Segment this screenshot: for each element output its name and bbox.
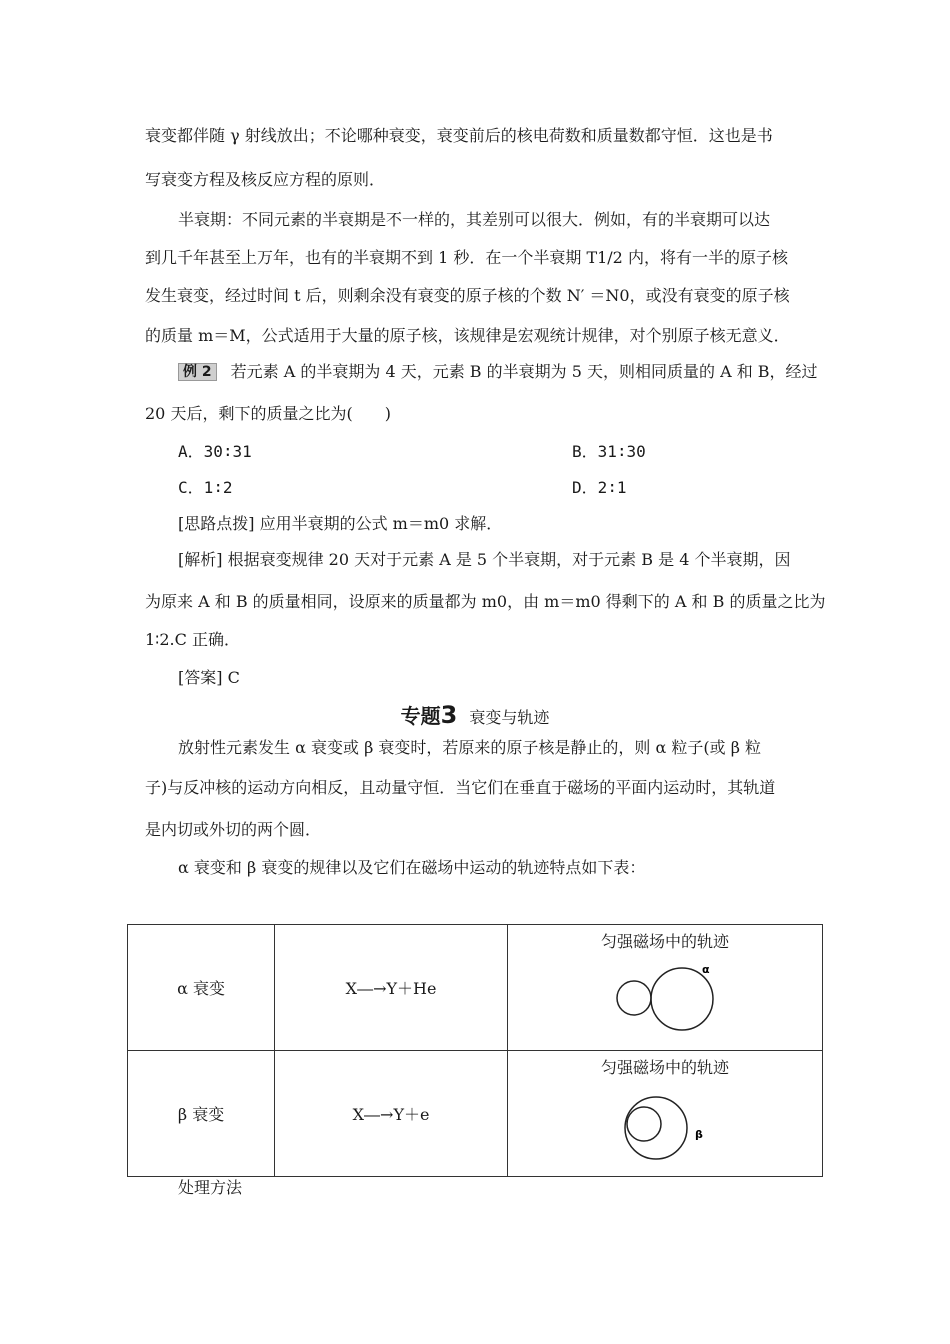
option-a: A．30∶31	[178, 442, 252, 461]
example-badge: 例 2	[178, 363, 217, 381]
paragraph-line: 衰变都伴随 γ 射线放出；不论哪种衰变，衰变前后的核电荷数和质量数都守恒．这也是书	[145, 126, 773, 145]
decay-type-cell: α 衰变	[128, 925, 275, 1051]
beta-particle-track	[625, 1097, 687, 1159]
analysis-line: [解析] 根据衰变规律 20 天对于元素 A 是 5 个半衰期，对于元素 B 是 4 个半衰期，因	[178, 550, 791, 569]
alpha-particle-track	[651, 968, 713, 1030]
topic-heading	[0, 700, 950, 729]
topic-label: 专题	[400, 704, 441, 728]
track-cell	[508, 925, 823, 1051]
topic-text-line: 是内切或外切的两个圆．	[145, 820, 322, 839]
answer-line: [答案] C	[178, 668, 240, 687]
option-b: B．31∶30	[572, 442, 646, 461]
analysis-line: 1∶2.C 正确．	[145, 630, 240, 649]
decay-type-cell: β 衰变	[128, 1051, 275, 1177]
example-line: 20 天后，剩下的质量之比为( )	[145, 404, 391, 423]
paragraph-line: 半衰期：不同元素的半衰期是不一样的，其差别可以很大．例如，有的半衰期可以达	[178, 210, 771, 229]
method-label: 处理方法	[178, 1178, 243, 1197]
beta-track-diagram	[508, 1078, 822, 1172]
table-row	[128, 1051, 823, 1177]
paragraph-line: 的质量 m＝M，公式适用于大量的原子核，该规律是宏观统计规律，对个别原子核无意义．	[145, 326, 790, 345]
topic-title: 衰变与轨迹	[469, 708, 550, 727]
option-d: D．2∶1	[572, 478, 627, 497]
option-c: C．1∶2	[178, 478, 233, 497]
paragraph-line: 发生衰变，经过时间 t 后，则剩余没有衰变的原子核的个数 N′ ＝N0，或没有衰变的原子核	[145, 286, 790, 305]
topic-text-line: α 衰变和 β 衰变的规律以及它们在磁场中运动的轨迹特点如下表：	[178, 858, 646, 877]
recoil-nucleus-track	[627, 1107, 661, 1141]
hint-line: [思路点拨] 应用半衰期的公式 m＝m0 求解．	[178, 514, 503, 533]
alpha-label: α	[702, 963, 710, 976]
paragraph-line: 到几千年甚至上万年，也有的半衰期不到 1 秒．在一个半衰期 T1/2 内，将有一半的原子核	[145, 248, 788, 267]
track-cell	[508, 1051, 823, 1177]
table-row	[128, 925, 823, 1051]
example-question: 若元素 A 的半衰期为 4 天，元素 B 的半衰期为 5 天，则相同质量的 A 和 B，经过	[230, 362, 818, 381]
alpha-track-diagram	[508, 952, 822, 1046]
analysis-line: 为原来 A 和 B 的质量相同，设原来的质量都为 m0，由 m＝m0 得剩下的 A 和 B 的质量之比为	[145, 592, 826, 611]
beta-label: β	[695, 1128, 703, 1141]
decay-equation-cell: X―→Y＋He	[275, 925, 508, 1051]
recoil-nucleus-track	[617, 981, 651, 1015]
decay-equation-cell: X―→Y＋e	[275, 1051, 508, 1177]
paragraph-line: 写衰变方程及核反应方程的原则．	[145, 170, 386, 189]
example-line	[178, 362, 818, 382]
decay-table	[127, 924, 823, 1177]
topic-text-line: 子)与反冲核的运动方向相反，且动量守恒．当它们在垂直于磁场的平面内运动时，其轨道	[145, 778, 776, 797]
track-title: 匀强磁场中的轨迹	[600, 1058, 729, 1077]
track-title: 匀强磁场中的轨迹	[600, 932, 729, 951]
topic-text-line: 放射性元素发生 α 衰变或 β 衰变时，若原来的原子核是静止的，则 α 粒子(或 β 粒	[178, 738, 762, 757]
topic-number: 3	[440, 701, 458, 729]
